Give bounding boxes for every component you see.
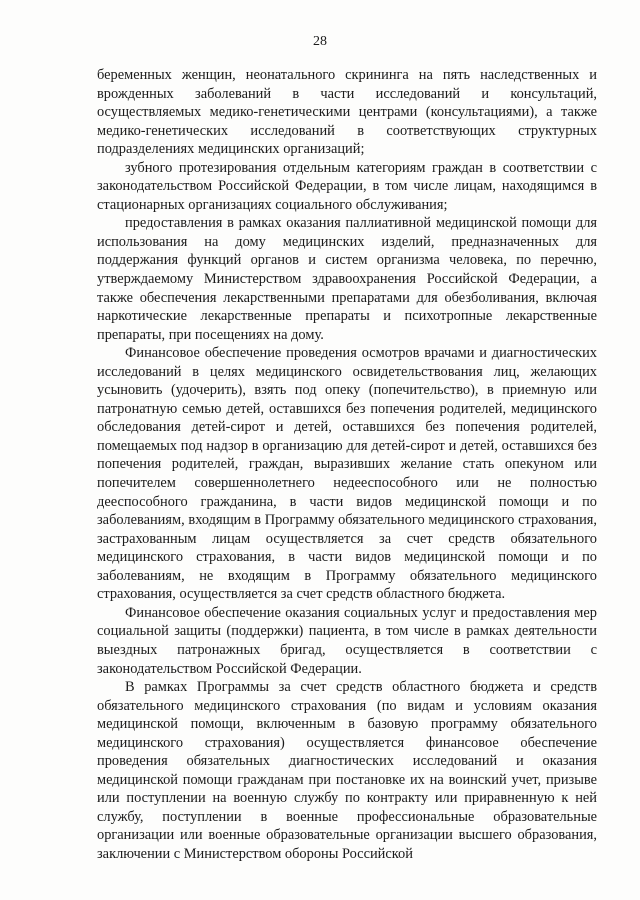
paragraph-6: В рамках Программы за счет средств областного бюджета и средств обязательного медицинского страхования (по видам и условиям оказания медицинской помощи, включенным в базовую программу обязательного медицинского страхования) осуществляется финансовое обеспечение проведения обязательных диагностических исследований и оказания медицинской помощи гражданам при постановке их на воинский учет, призыве или поступлении на военную службу по контракту или приравненную к ней службу, поступлении в военные профессиональные образовательные организации или военные образовательные организации высшего образования, заключении с Министерством обороны Российской bbox=[97, 679, 597, 862]
paragraph-3: предоставления в рамках оказания паллиативной медицинской помощи для использования на дому медицинских изделий, предназначенных для поддержания функций органов и систем организма человека, по перечню, утверждаемому Министерством здравоохранения Российской Федерации, а также обеспечения лекарственными препаратами для обезболивания, включая наркотические лекарственные препараты и психотропные лекарственные препараты, при посещениях на дому. bbox=[97, 215, 597, 343]
paragraph-5: Финансовое обеспечение оказания социальных услуг и предоставления мер социальной защиты (поддержки) пациента, в том числе в рамках деятельности выездных патронажных бригад, осуществляется в соответствии с законодательством Российской Федерации. bbox=[97, 604, 597, 677]
paragraph-4: Финансовое обеспечение проведения осмотров врачами и диагностических исследований в целях медицинского освидетельствования лиц, желающих усыновить (удочерить), взять под опеку (попечительство), в приемную или патронатную семью детей, оставшихся без попечения родителей, медицинского обследования детей-сирот и детей, оставшихся без попечения родителей, помещаемых под надзор в организацию для детей-сирот и детей, оставшихся без попечения родителей, граждан, выразивших желание стать опекуном или попечителем совершеннолетнего недееспособного или не полностью дееспособного гражданина, в части видов медицинской помощи и по заболеваниям, входящим в Программу обязательного медицинского страхования, застрахованным лицам осуществляется за счет средств обязательного медицинского страхования, в части видов медицинской помощи и по заболеваниям, не входящим в Программу обязательного медицинского страхования, осуществляется за счет средств областного бюджета. bbox=[97, 345, 597, 603]
paragraph-1: беременных женщин, неонатального скрининга на пять наследственных и врожденных заболеваний в части исследований и консультаций, осуществляемых медико-генетическими центрами (консультациями), а также медико-генетических исследований в соответствующих структурных подразделениях медицинских организаций; bbox=[97, 67, 597, 158]
paragraph-2: зубного протезирования отдельным категориям граждан в соответствии с законодательством Российской Федерации, в том числе лицам, находящимся в стационарных организациях социального обслуживания; bbox=[97, 159, 597, 213]
page-number: 28 bbox=[313, 34, 327, 49]
document-body bbox=[97, 66, 597, 864]
